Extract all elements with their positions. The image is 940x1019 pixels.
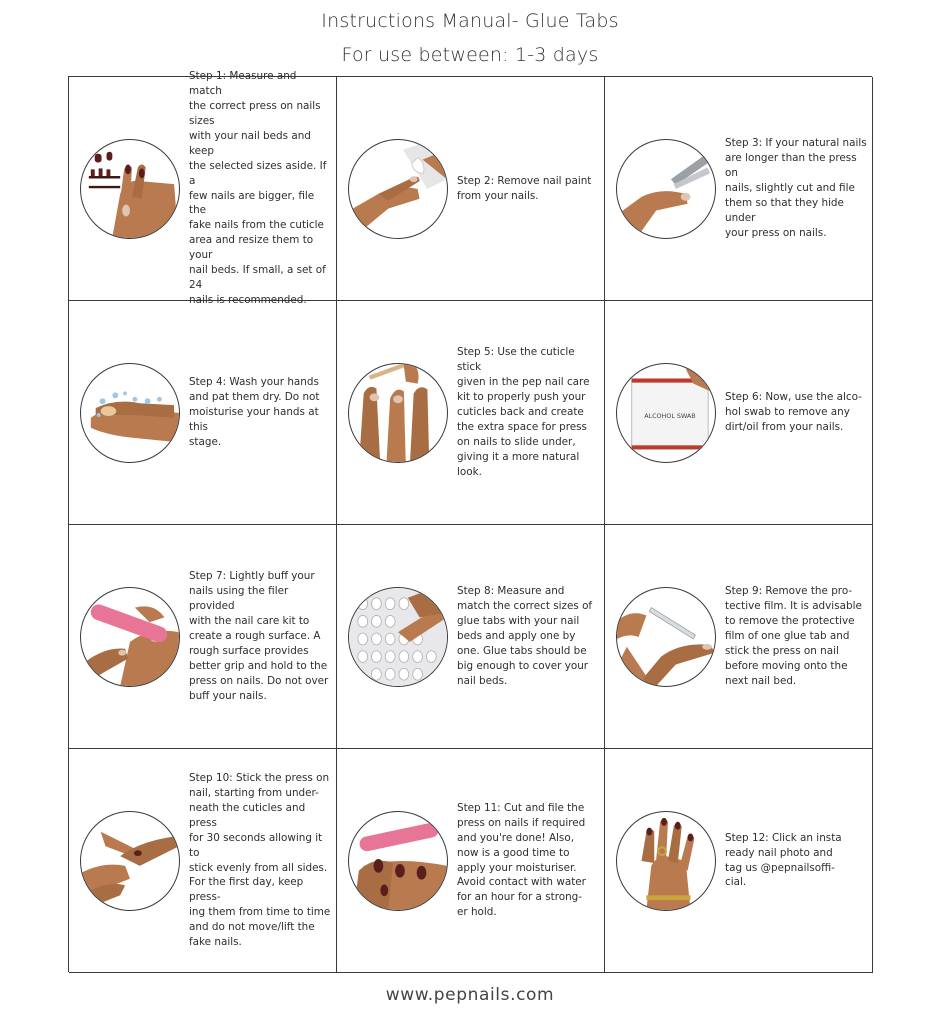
step-3-cell (605, 77, 873, 301)
cuticle-stick-illustration (348, 363, 448, 463)
step-7-cell (69, 525, 337, 749)
glue-tabs-illustration (348, 587, 448, 687)
website-url: www.pepnails.com (385, 985, 555, 1005)
step-11-text: Step 11: Cut and file the press on nails if required and you're done! Also, now is a good time to apply your moisturiser. Avoid contact with water for an hour for a strong- er hold. (457, 801, 586, 919)
remove-nail-paint-illustration (348, 139, 448, 239)
step-11-cell (337, 749, 605, 973)
file-nails-illustration (348, 811, 448, 911)
step-2-cell (337, 77, 605, 301)
press-nail-illustration (80, 811, 180, 911)
wash-hands-illustration (80, 363, 180, 463)
instructions-grid (68, 70, 872, 972)
step-9-cell (605, 525, 873, 749)
step-12-text: Step 12: Click an insta ready nail photo and tag us @pepnailsoffi- cial. (725, 831, 842, 889)
step-9-text: Step 9: Remove the pro- tective film. It is advisable to remove the protective film of one glue tab and stick the press on nail before moving onto the next nail bed. (725, 585, 862, 687)
page-title: Instructions Manual- Glue Tabs (321, 10, 619, 32)
step-8-text: Step 8: Measure and match the correct sizes of glue tabs with your nail beds and apply one by one. Glue tabs should be big enough to cover your nail beds. (457, 585, 593, 687)
step-4-text: Step 4: Wash your hands and pat them dry. Do not moisturise your hands at this stage. (189, 376, 320, 448)
buff-nails-illustration (80, 587, 180, 687)
ring-hand-illustration (616, 811, 716, 911)
step-6-cell (605, 301, 873, 525)
step-4-cell (69, 301, 337, 525)
measure-nails-illustration (80, 139, 180, 239)
swab-label: ALCOHOL SWAB (644, 411, 696, 420)
step-8-cell (337, 525, 605, 749)
step-1-cell (69, 70, 337, 306)
step-3-text: Step 3: If your natural nails are longer than the press on nails, slightly cut and file them so that they hide under your press on nails. (725, 137, 867, 239)
step-6-text: Step 6: Now, use the alco- hol swab to remove any dirt/oil from your nails. (725, 391, 862, 433)
nail-clipper-illustration (616, 139, 716, 239)
step-10-cell (69, 749, 337, 973)
alcohol-swab-illustration (616, 363, 716, 463)
step-5-text: Step 5: Use the cuticle stick given in the pep nail care kit to properly push your cuticles back and create the extra space for press on nails to slide under, giving it a more natural look. (457, 346, 590, 478)
page-subtitle: For use between: 1-3 days (341, 44, 599, 66)
step-12-cell (605, 749, 873, 973)
remove-film-illustration (616, 587, 716, 687)
step-7-text: Step 7: Lightly buff your nails using the filer provided with the nail care kit to create a rough surface. A rough surface provides better grip and hold to the press on nails. Do not over buff your nails. (189, 570, 329, 702)
step-1-text: Step 1: Measure and match the correct press on nails sizes with your nail beds and keep the selected sizes aside. If a few nails are bigger, file the fake nails from the cuticle area and resize them to your nail beds. If small, a set of 24 nails is recommended. (189, 70, 327, 306)
step-10-text: Step 10: Stick the press on nail, starting from under- neath the cuticles and press for 30 seconds allowing it to stick evenly from all sides. For the first day, keep press- ing them from time to time and do not move/lift the fake nails. (189, 772, 331, 949)
step-5-cell (337, 301, 605, 525)
step-2-text: Step 2: Remove nail paint from your nails. (457, 174, 592, 202)
